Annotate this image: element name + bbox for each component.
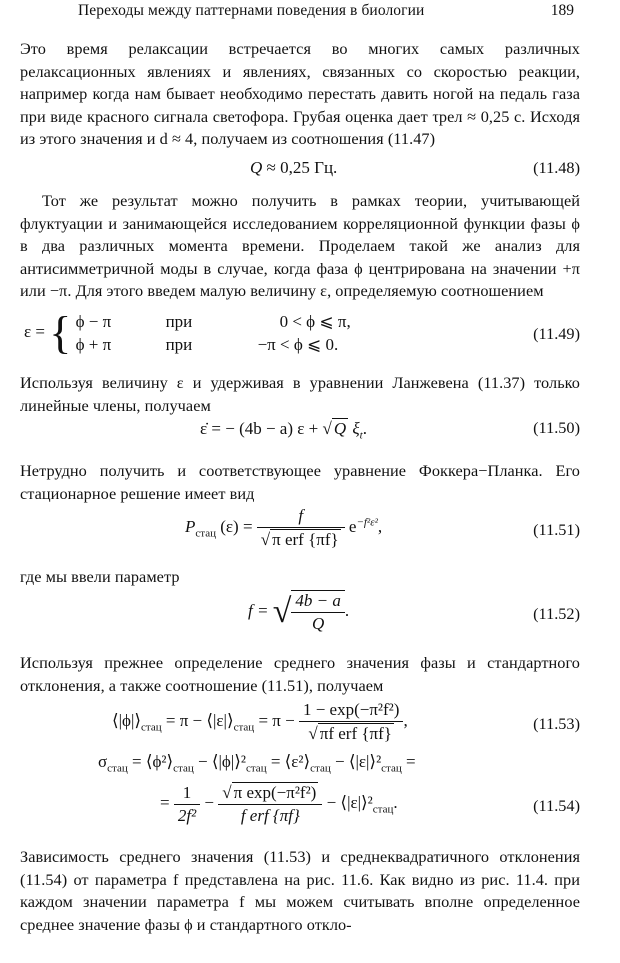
- eq53-fraction: $\frac{\text{1 − exp(−π²f²)}}{\text{√ πf erf \{πf\}}}$: [299, 700, 403, 744]
- eq50-lhs: ε̇ = − (4b − a) ε +: [200, 419, 319, 438]
- eq54-fraction-1: $\frac{1}{\text{2f²}}$: [174, 783, 200, 826]
- eq49-row-2: ϕ + π при −π < ϕ ⩽ 0.: [75, 335, 339, 354]
- paragraph-2: Тот же результат можно получить в рамках теории, учитывающей флуктуации и занимающейся исследованием корреляционной функции фазы ϕ в два различных момента времени. Проделаем такой же анализ для антисимметричной моды в случае, когда фаза ϕ центрирована на значении +π или −π. Для этого введем малую величину ε, определяемую соотношением: [20, 191, 580, 300]
- eq49-row-1: ϕ − π при 0 < ϕ ⩽ π,: [75, 312, 351, 331]
- equation-11-53: $⟨|\phi|⟩_{стац} = \pi$ − $⟨|\varepsilon|⟩_{стац} = \pi$ − $\frac{\text{1 − exp(−π²f²)}}{\text{√ πf erf \{πf\}}}$ , (11.53): [112, 700, 580, 743]
- equation-11-54-line-2: = $\frac{1}{\text{2f²}}$ − $\frac{\text{√ π exp(−π²f²)}}{\text{f erf \{πf\}}}$ − $⟨|\varepsilon|⟩^2_{стац}$. (11.54): [160, 782, 580, 825]
- eq49-cases: [76, 310, 351, 356]
- left-brace: {: [49, 307, 72, 358]
- paragraph-4: Нетрудно получить и соответствующее уравнение Фоккера−Планка. Его стационарное решение имеет вид: [20, 461, 580, 503]
- eq54-fraction-2: $\frac{\text{√ π exp(−π²f²)}}{\text{f erf \{πf\}}}$: [218, 782, 322, 826]
- paragraph-1: Это время релаксации встречается во многих самых различных релаксационных явлениях и явлениях, связанных со скоростью реакции, например когда нам бывает необходимо перестать давить ногой на педаль газа при виде красного сигнала светофора. Грубая оценка дает τрел ≈ 0,25 с. Исходя из этого значения и d ≈ 4, получаем из соотношения (11.47): [20, 39, 580, 148]
- equation-11-50: ε̇ = − (4b − a) ε + √ Q $\xi_t$. (11.50): [200, 418, 580, 442]
- eq54-number: (11.54): [533, 796, 580, 815]
- eq48-rhs: ≈ 0,25 Гц.: [266, 158, 338, 177]
- eq50-number: (11.50): [533, 418, 580, 437]
- eq52-fraction: $\frac{4b - a}{Q}$: [291, 590, 344, 634]
- paragraph-5: где мы ввели параметр: [20, 567, 180, 586]
- page-number: 189: [550, 2, 574, 19]
- eq52-number: (11.52): [533, 604, 580, 623]
- equation-11-51: $P_{стац}$ (ε) = $\frac{f}{\text{√ π erf \{πf\}}}$ $e^{-f^2\varepsilon^2}$, (11.51): [185, 506, 580, 549]
- header-title: Переходы между паттернами поведения в биологии: [78, 2, 425, 19]
- eq49-number: (11.49): [533, 324, 580, 343]
- eq53-number: (11.53): [533, 714, 580, 733]
- eq49-lhs: ε =: [24, 321, 45, 341]
- eq48-number: (11.48): [533, 158, 580, 177]
- equation-11-52: f = √ $\frac{4b - a}{Q}$ . (11.52): [248, 591, 580, 633]
- running-header: [0, 2, 620, 24]
- eq51-number: (11.51): [533, 520, 580, 539]
- eq51-fraction: $\frac{f}{\text{√ π erf \{πf\}}}$: [257, 506, 345, 550]
- equation-11-54-line-1: $\sigma_{стац}$ = $⟨\phi^2⟩_{стац}$ − $⟨|\phi|⟩^2_{стац}$ = $⟨\varepsilon^2⟩_{стац}$ − $⟨|\varepsilon|⟩^2_{стац}$ =: [98, 752, 416, 775]
- paragraph-6: Используя прежнее определение среднего значения фазы и стандартного отклонения, а также соотношение (11.51), получаем: [20, 653, 580, 695]
- paragraph-7: Зависимость среднего значения (11.53) и среднеквадратичного отклонения (11.54) от параметра f представлена на рис. 11.6. Как видно из рис. 11.4. при каждом значении параметра f мы можем считывать вполне определенное среднее значение фазы ϕ и стандартного откло-: [20, 847, 580, 934]
- eq48-lhs: Q: [250, 158, 263, 177]
- paragraph-3: Используя величину ε и удерживая в уравнении Ланжевена (11.37) только линейные члены, получаем: [20, 373, 580, 415]
- equation-11-48: [0, 158, 620, 184]
- eq50-root: Q: [333, 419, 347, 438]
- equation-11-49: [0, 307, 620, 362]
